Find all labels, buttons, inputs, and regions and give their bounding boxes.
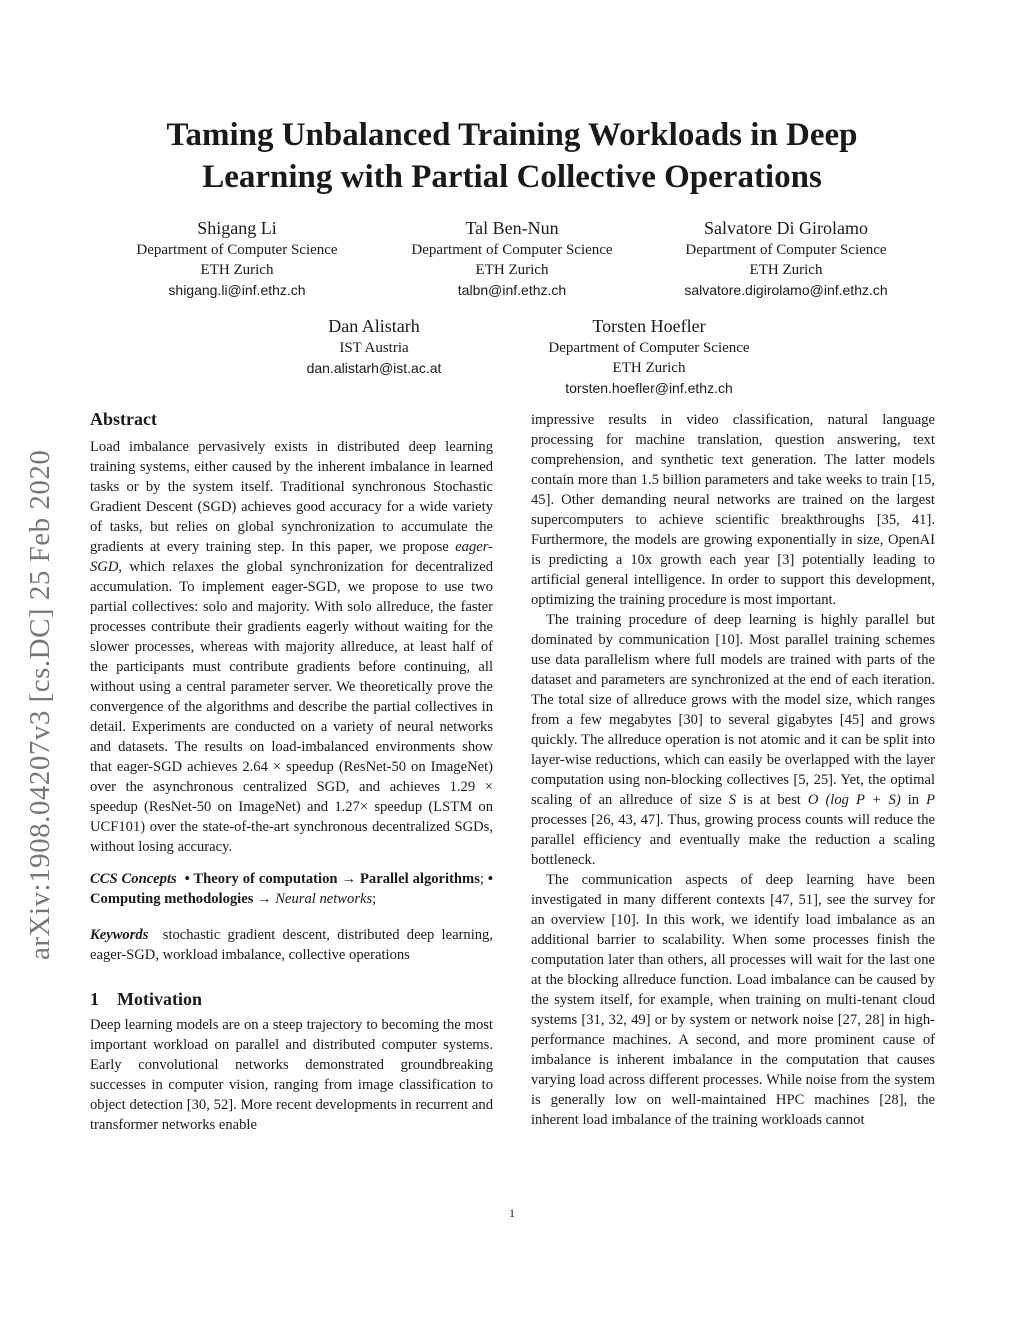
author-name: Salvatore Di Girolamo — [704, 218, 868, 238]
section-paragraph: Deep learning models are on a steep trajectory to becoming the most important workload on parallel and distributed computer systems. Early convolutional networks demonstrated groundbreaking successes in computer vision, ranging from image classification to object detection [30, 52]. More recent developments in recurrent and transformer networks enable — [90, 1017, 493, 1133]
author-department: Department of Computer Science — [548, 340, 750, 356]
author-block — [651, 216, 921, 300]
author-block — [112, 216, 362, 300]
author-department: Department of Computer Science — [411, 242, 613, 258]
abstract-heading: Abstract — [90, 409, 157, 429]
author-institution: ETH Zurich — [612, 360, 686, 376]
author-institution: ETH Zurich — [200, 262, 274, 278]
title-line-1: Taming Unbalanced Training Workloads in Deep — [166, 117, 858, 153]
keywords — [90, 925, 493, 965]
ccs-concepts — [90, 869, 493, 909]
author-email: talbn@inf.ethz.ch — [457, 282, 567, 298]
arxiv-identifier: arXiv:1908.04207v3 [cs.DC] 25 Feb 2020 — [24, 449, 56, 960]
author-name: Shigang Li — [197, 218, 277, 238]
ccs-separator: ; — [479, 871, 488, 887]
abstract-text-part: , which relaxes the global synchronization for decentralized accumulation. To implement eager-SGD, we propose to use two partial collectives: solo and majority. With solo allreduce, the faster processes contribute their gradients eagerly without waiting for the slower processes, whereas with majority allreduce, at least half of the participants must contribute gradients before continuing, all without using a central parameter server. We theoretically prove the convergence of the algorithms and describe the partial collectives in detail. Experiments are conducted on a variety of neural networks and datasets. The results on load-imbalanced environments show that eager-SGD achieves 2.64 × speedup (ResNet-50 on ImageNet) over the asynchronous centralized SGD, and achieves 1.29 × speedup (ResNet-50 on ImageNet) and 1.27× speedup (LSTM on UCF101) over the state-of-the-art synchronous decentralized SGDs, without losing accuracy. — [90, 559, 493, 855]
keywords-label: Keywords — [90, 927, 149, 943]
author-department: Department of Computer Science — [136, 242, 338, 258]
author-department: IST Austria — [339, 340, 409, 356]
body-paragraph: The communication aspects of deep learning have been investigated in many different contexts [47, 51], see the survey for an overview [10]. In this work, we identify load imbalance as an additional barrier to scalability. When some processes finish the computation later than others, all processes will wait for the last one at the blocking allreduce function. Load imbalance can be caused by the system itself, for example, when training on multi-tenant cloud systems [31, 32, 49] or by system or network noise [27, 28] in high-performance machines. A second, and more prominent cause of imbalance is inherent imbalance in the computation that causes varying load across different processes. While noise from the system is generally low on well-maintained HPC machines [28], the inherent load imbalance of the training workloads cannot — [531, 872, 935, 1128]
math-expression: O (log P + S) — [807, 792, 901, 808]
body-paragraph: impressive results in video classification, natural language processing for machine translation, question answering, text comprehension, and synthetic text generation. The latter models contain more than 1.5 billion parameters and take weeks to train [15, 45]. Other demanding neural networks are trained on the largest supercomputers to achieve scientific breakthroughs [35, 41]. Furthermore, the models are growing exponentially in size, OpenAI is predicting a 10x growth each year [3] potentially leading to artificial general intelligence. In order to support this development, optimizing the training procedure is most important. — [531, 412, 935, 608]
math-symbol: P — [926, 792, 936, 808]
left-column — [90, 407, 493, 1135]
author-name: Torsten Hoefler — [592, 316, 706, 336]
section-number: 1 — [90, 989, 99, 1009]
section-heading — [90, 987, 493, 1011]
abstract-emphasis: eager-SGD — [90, 539, 493, 575]
body-text: in — [900, 792, 927, 808]
body-text: processes [26, 43, 47]. Thus, growing process counts will reduce the parallel efficiency and eventually make the reduction a scaling bottleneck. — [531, 812, 935, 868]
author-department: Department of Computer Science — [685, 242, 887, 258]
author-email: torsten.hoefler@inf.ethz.ch — [565, 380, 733, 396]
right-column — [531, 410, 935, 1130]
abstract-text — [90, 437, 493, 857]
author-block — [524, 314, 774, 398]
math-symbol: S — [728, 792, 737, 808]
author-email: dan.alistarh@ist.ac.at — [306, 360, 442, 376]
ccs-concept-leaf: Neural networks — [275, 891, 373, 907]
author-block — [387, 216, 637, 300]
body-paragraph — [531, 610, 935, 870]
section-title: Motivation — [117, 989, 202, 1009]
keywords-text: stochastic gradient descent, distributed deep learning, eager-SGD, workload imbalance, collective operations — [90, 927, 493, 963]
abstract-text-part: Load imbalance pervasively exists in distributed deep learning training systems, either caused by the inherent imbalance in learned tasks or by the system itself. Traditional synchronous Stochastic Gradient Descent (SGD) achieves good accuracy for a wide variety of tasks, but relies on global synchronization to accumulate the gradients at every training step. In this paper, we propose — [90, 439, 493, 555]
author-name: Tal Ben-Nun — [465, 218, 559, 238]
author-institution: ETH Zurich — [475, 262, 549, 278]
ccs-concept: • Theory of computation → Parallel algorithms — [184, 871, 480, 887]
ccs-label: CCS Concepts — [90, 871, 177, 887]
author-email: salvatore.digirolamo@inf.ethz.ch — [684, 282, 888, 298]
author-institution: ETH Zurich — [749, 262, 823, 278]
ccs-concept: • Computing methodologies → — [90, 871, 494, 907]
author-email: shigang.li@inf.ethz.ch — [168, 282, 306, 298]
author-block — [264, 314, 484, 378]
ccs-end: ; — [372, 891, 377, 907]
paper-title — [0, 114, 1024, 198]
body-text: The training procedure of deep learning is highly parallel but dominated by communication [10]. Most parallel training schemes use data parallelism where full models are trained with parts of the dataset and parameters are synchronized at the end of each iteration. The total size of allreduce grows with the model size, which ranges from a few megabytes [30] to several gigabytes [45] and grows quickly. The allreduce operation is not atomic and it can be split into layer-wise reductions, which can easily be overlapped with the layer computation using non-blocking collectives [5, 25]. Yet, the optimal scaling of an allreduce of size — [531, 612, 935, 808]
author-name: Dan Alistarh — [328, 316, 420, 336]
title-line-2: Learning with Partial Collective Operations — [202, 159, 822, 195]
page-number: 1 — [509, 1206, 515, 1220]
body-text: is at best — [736, 792, 808, 808]
